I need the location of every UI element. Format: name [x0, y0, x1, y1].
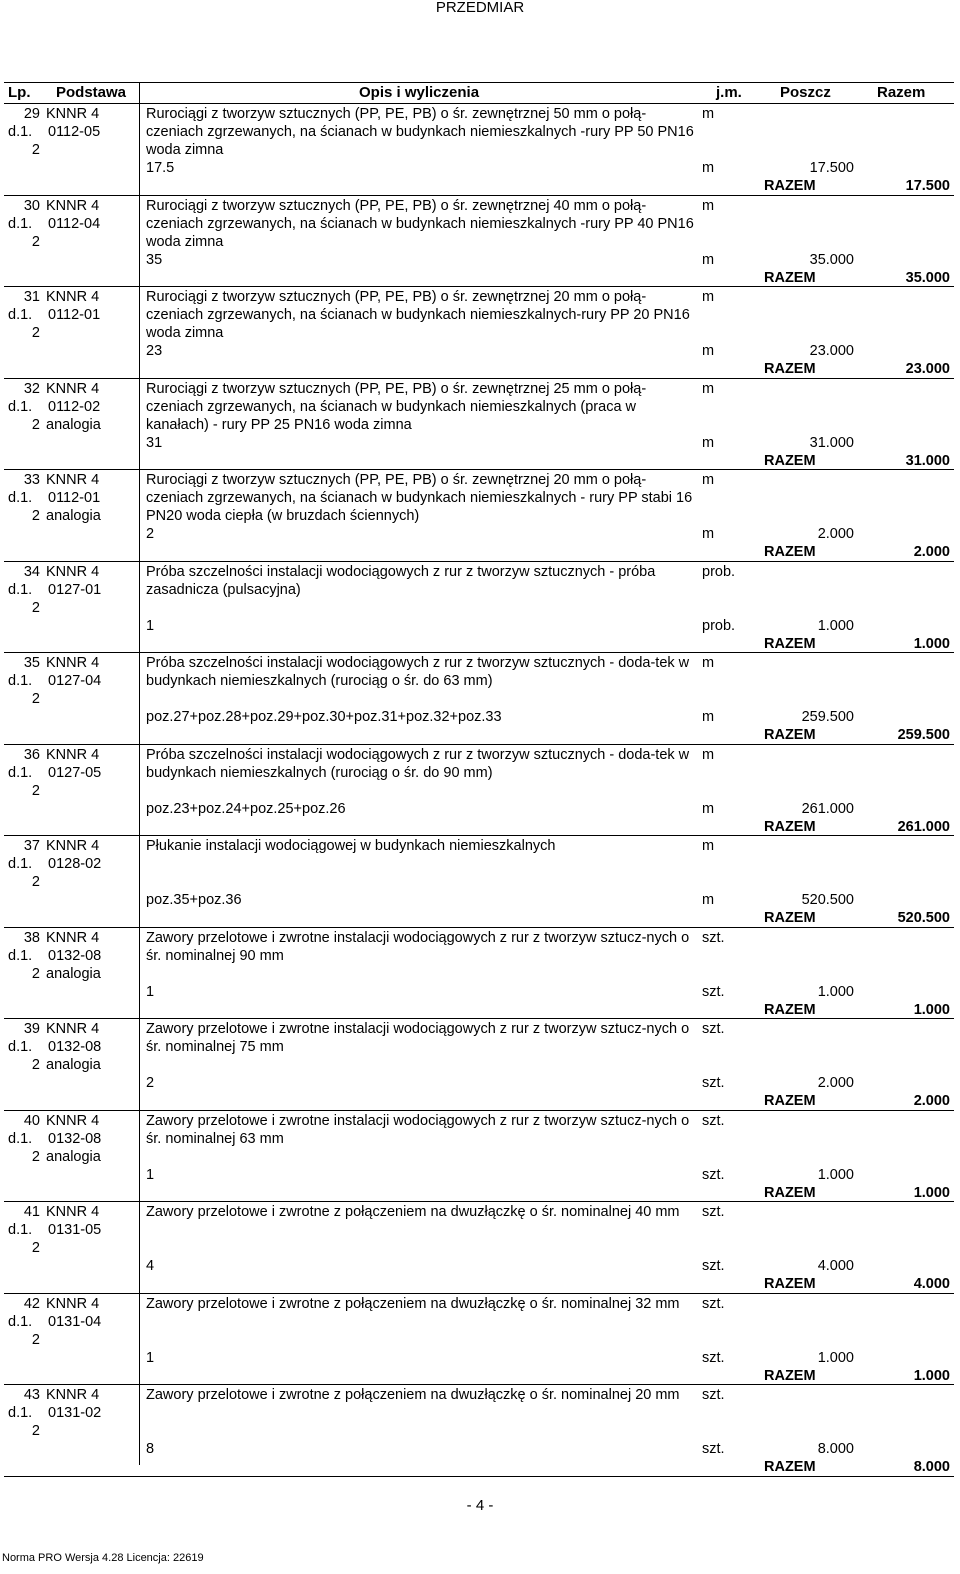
total-line: [4, 452, 954, 470]
calculation-value: 31.000: [809, 434, 854, 451]
item-unit: m: [702, 472, 715, 488]
item-number: 38: [23, 929, 40, 946]
item-unit: szt.: [702, 1295, 725, 1312]
item-unit: szt.: [702, 1021, 725, 1037]
basis-catalog: KNNR 4: [46, 563, 100, 580]
item-number-d: d.1.: [8, 307, 33, 323]
item-number-d: d.1.: [8, 490, 33, 506]
total-value: 2.000: [913, 544, 950, 560]
table-row: [4, 287, 954, 379]
item-number-2: 2: [31, 325, 40, 341]
item-unit: m: [702, 746, 715, 763]
basis-catalog: KNNR 4: [46, 1387, 100, 1403]
basis-note: analogia: [46, 965, 101, 982]
calculation-expression: 17.5: [146, 160, 175, 176]
item-description: Zawory przelotowe i zwrotne z połączeniem na dwuzłączkę o śr. nominalnej 40 mm: [146, 1204, 680, 1220]
calculation-expression: 35: [146, 251, 163, 268]
calculation-value: 17.500: [809, 160, 854, 176]
calculation-expression: poz.35+poz.36: [146, 892, 242, 908]
item-number: 30: [23, 197, 40, 214]
calculation-expression: poz.27+poz.28+poz.29+poz.30+poz.31+poz.32+poz.33: [146, 709, 502, 725]
total-value: 1.000: [913, 635, 950, 652]
item-number-d: d.1.: [8, 124, 33, 140]
item-unit: m: [702, 289, 715, 305]
total-line: [4, 726, 954, 744]
calculation-expression: 1: [146, 983, 155, 1000]
total-label: RAZEM: [764, 910, 816, 926]
total-label: RAZEM: [764, 452, 816, 469]
item-description: Płukanie instalacji wodociągowej w budynkach niemieszkalnych: [146, 838, 556, 854]
table-row: [4, 470, 954, 562]
item-unit: szt.: [702, 1204, 725, 1220]
calculation-line: [4, 434, 954, 452]
item-description: Rurociągi z tworzyw sztucznych (PP, PE, PB) o śr. zewnętrznej 25 mm o połą-czeniach zgrzewanych, na ścianach w budynkach niemieszkalnych (praca w kanałach) - rury PP 25 PN16 woda zimna: [146, 380, 647, 433]
item-number-d: d.1.: [8, 673, 33, 689]
item-description: Zawory przelotowe i zwrotne instalacji wodociągowych z rur z tworzyw sztucz-nych o śr. nominalnej 90 mm: [146, 929, 690, 964]
item-number: 37: [23, 838, 40, 854]
calculation-line: [4, 617, 954, 635]
basis-catalog: KNNR 4: [46, 929, 100, 946]
item-number-d: d.1.: [8, 1405, 33, 1421]
basis-code: 0131-02: [48, 1405, 102, 1421]
total-line: [4, 909, 954, 927]
item-description: Próba szczelności instalacji wodociągowych z rur z tworzyw sztucznych - doda-tek w budynkach niemieszkalnych (rurociąg o śr. do 90 mm): [146, 746, 690, 781]
item-number-2: 2: [31, 874, 40, 890]
calculation-line: [4, 159, 954, 177]
item-number-2: 2: [31, 1057, 40, 1073]
table-header: [4, 83, 954, 104]
calculation-line: [4, 891, 954, 909]
basis-note: analogia: [46, 508, 101, 524]
header-jm: j.m.: [716, 84, 742, 101]
total-label: RAZEM: [764, 1367, 816, 1384]
total-value: 259.500: [897, 727, 950, 743]
item-number: 35: [23, 655, 40, 671]
calculation-unit: m: [702, 343, 715, 359]
item-number-d: d.1.: [8, 398, 33, 415]
basis-note: analogia: [46, 1057, 101, 1073]
calculation-expression: 1: [146, 617, 155, 634]
item-number-d: d.1.: [8, 1222, 33, 1238]
total-label: RAZEM: [764, 818, 816, 835]
calculation-unit: m: [702, 709, 715, 725]
basis-code: 0112-04: [48, 215, 101, 232]
item-description: Zawory przelotowe i zwrotne z połączeniem na dwuzłączkę o śr. nominalnej 20 mm: [146, 1387, 680, 1403]
calculation-line: [4, 525, 954, 543]
basis-code: 0132-08: [48, 1039, 102, 1055]
calculation-unit: m: [702, 160, 715, 176]
item-number: 43: [23, 1387, 40, 1403]
calculation-value: 2.000: [817, 1075, 854, 1091]
total-line: [4, 818, 954, 836]
calculation-expression: 2: [146, 526, 155, 542]
basis-code: 0112-02: [48, 398, 101, 415]
total-line: [4, 1184, 954, 1202]
table-row: [4, 562, 954, 654]
total-label: RAZEM: [764, 544, 816, 560]
header-poszcz: Poszcz: [780, 84, 831, 101]
total-label: RAZEM: [764, 1184, 816, 1201]
total-label: RAZEM: [764, 178, 816, 194]
item-number: 39: [23, 1021, 40, 1037]
table-row: [4, 836, 954, 928]
item-number-d: d.1.: [8, 1039, 33, 1055]
basis-catalog: KNNR 4: [46, 289, 100, 305]
basis-catalog: KNNR 4: [46, 472, 100, 488]
total-value: 1.000: [913, 1367, 950, 1384]
item-description: Zawory przelotowe i zwrotne instalacji wodociągowych z rur z tworzyw sztucz-nych o śr. nominalnej 75 mm: [146, 1021, 690, 1055]
total-label: RAZEM: [764, 1459, 816, 1475]
calculation-line: [4, 1074, 954, 1092]
item-number: 29: [23, 106, 40, 122]
table-row: [4, 928, 954, 1020]
item-number-2: 2: [31, 965, 40, 982]
item-description: Próba szczelności instalacji wodociągowych z rur z tworzyw sztucznych - doda-tek w budynkach niemieszkalnych (rurociąg o śr. do 63 mm): [146, 655, 690, 689]
item-number-2: 2: [31, 233, 40, 250]
item-unit: m: [702, 106, 715, 122]
item-unit: m: [702, 838, 715, 854]
calculation-line: [4, 1166, 954, 1184]
basis-code: 0131-04: [48, 1313, 102, 1330]
item-number-d: d.1.: [8, 215, 33, 232]
calculation-unit: szt.: [702, 1166, 725, 1183]
calculation-value: 2.000: [817, 526, 854, 542]
table-row: [4, 1385, 954, 1476]
item-description: Zawory przelotowe i zwrotne z połączeniem na dwuzłączkę o śr. nominalnej 32 mm: [146, 1295, 680, 1312]
calculation-expression: 1: [146, 1349, 155, 1366]
estimate-table: [4, 82, 954, 1477]
total-line: [4, 543, 954, 561]
item-unit: m: [702, 655, 715, 671]
calculation-unit: szt.: [702, 1075, 725, 1091]
basis-catalog: KNNR 4: [46, 655, 100, 671]
calculation-line: [4, 983, 954, 1001]
basis-code: 0127-04: [48, 673, 102, 689]
calculation-expression: 4: [146, 1258, 155, 1274]
item-number: 34: [23, 563, 40, 580]
table-row: [4, 1111, 954, 1203]
item-number: 31: [23, 289, 40, 305]
total-line: [4, 635, 954, 653]
item-unit: prob.: [702, 563, 736, 580]
total-line: [4, 1275, 954, 1293]
item-number-2: 2: [31, 416, 40, 433]
calculation-value: 23.000: [809, 343, 854, 359]
item-number: 41: [23, 1204, 40, 1220]
basis-catalog: KNNR 4: [46, 1021, 100, 1037]
item-number: 36: [23, 746, 40, 763]
item-unit: szt.: [702, 1387, 725, 1403]
calculation-value: 520.500: [801, 892, 854, 908]
header-opis: Opis i wyliczenia: [359, 84, 480, 101]
calculation-value: 1.000: [817, 617, 854, 634]
basis-code: 0127-01: [48, 581, 102, 598]
basis-code: 0112-01: [48, 490, 101, 506]
calculation-line: [4, 1440, 954, 1458]
basis-note: analogia: [46, 416, 101, 433]
calculation-value: 35.000: [809, 251, 854, 268]
calculation-expression: poz.23+poz.24+poz.25+poz.26: [146, 800, 346, 817]
item-number-d: d.1.: [8, 947, 33, 964]
basis-catalog: KNNR 4: [46, 838, 100, 854]
item-description: Rurociągi z tworzyw sztucznych (PP, PE, PB) o śr. zewnętrznej 40 mm o połą-czeniach zgrzewanych, na ścianach w budynkach niemieszkalnych -rury PP 40 PN16 woda zimna: [146, 197, 694, 250]
calculation-value: 1.000: [817, 983, 854, 1000]
table-row: [4, 745, 954, 837]
item-description: Próba szczelności instalacji wodociągowych z rur z tworzyw sztucznych - próba zasadnicza (pulsacyjna): [146, 563, 656, 598]
calculation-line: [4, 342, 954, 360]
header-lp: Lp.: [8, 84, 31, 101]
header-razem: Razem: [877, 84, 926, 101]
total-value: 8.000: [913, 1459, 950, 1475]
calculation-unit: szt.: [702, 1441, 725, 1457]
table-row: [4, 104, 954, 196]
total-line: [4, 269, 954, 287]
total-line: [4, 360, 954, 378]
item-unit: szt.: [702, 1112, 725, 1129]
total-line: [4, 1001, 954, 1019]
total-line: [4, 1458, 954, 1476]
table-body: [4, 104, 954, 1476]
calculation-line: [4, 1257, 954, 1275]
basis-code: 0131-05: [48, 1222, 102, 1238]
basis-catalog: KNNR 4: [46, 1204, 100, 1220]
calculation-expression: 8: [146, 1441, 155, 1457]
calculation-unit: m: [702, 892, 715, 908]
footer-license: Norma PRO Wersja 4.28 Licencja: 22619: [2, 1552, 204, 1564]
basis-code: 0112-05: [48, 124, 101, 140]
page-title: PRZEDMIAR: [435, 0, 525, 16]
item-number-2: 2: [31, 1423, 40, 1439]
item-number-d: d.1.: [8, 1313, 33, 1330]
item-number-2: 2: [31, 691, 40, 707]
total-label: RAZEM: [764, 727, 816, 743]
basis-catalog: KNNR 4: [46, 380, 100, 397]
calculation-unit: m: [702, 800, 715, 817]
total-value: 31.000: [905, 452, 950, 469]
total-value: 17.500: [905, 178, 950, 194]
basis-catalog: KNNR 4: [46, 106, 100, 122]
item-number-2: 2: [31, 1148, 40, 1165]
item-number-2: 2: [31, 1331, 40, 1348]
item-description: Rurociągi z tworzyw sztucznych (PP, PE, PB) o śr. zewnętrznej 20 mm o połą-czeniach zgrzewanych, na ścianach w budynkach niemieszkalnych - rury PP stabi 16 PN20 woda ciepła (w bruzdach ściennych): [146, 472, 693, 524]
total-label: RAZEM: [764, 635, 816, 652]
item-number: 32: [23, 380, 40, 397]
basis-code: 0132-08: [48, 1130, 102, 1147]
total-value: 23.000: [905, 361, 950, 377]
calculation-expression: 2: [146, 1075, 155, 1091]
calculation-line: [4, 800, 954, 818]
table-row: [4, 1202, 954, 1294]
calculation-line: [4, 251, 954, 269]
total-label: RAZEM: [764, 361, 816, 377]
basis-catalog: KNNR 4: [46, 1112, 100, 1129]
calculation-line: [4, 1349, 954, 1367]
item-number-d: d.1.: [8, 581, 33, 598]
calculation-value: 8.000: [817, 1441, 854, 1457]
item-number: 42: [23, 1295, 40, 1312]
item-description: Zawory przelotowe i zwrotne instalacji wodociągowych z rur z tworzyw sztucz-nych o śr. nominalnej 63 mm: [146, 1112, 690, 1147]
basis-code: 0112-01: [48, 307, 101, 323]
calculation-value: 4.000: [817, 1258, 854, 1274]
calculation-expression: 31: [146, 434, 163, 451]
item-number-d: d.1.: [8, 764, 33, 781]
table-row: [4, 196, 954, 288]
total-label: RAZEM: [764, 1001, 816, 1018]
basis-code: 0127-05: [48, 764, 102, 781]
table-row: [4, 379, 954, 471]
table-row: [4, 1294, 954, 1386]
calculation-unit: m: [702, 434, 715, 451]
item-number: 33: [23, 472, 40, 488]
calculation-value: 259.500: [801, 709, 854, 725]
basis-catalog: KNNR 4: [46, 1295, 100, 1312]
item-description: Rurociągi z tworzyw sztucznych (PP, PE, PB) o śr. zewnętrznej 50 mm o połą-czeniach zgrzewanych, na ścianach w budynkach niemieszkalnych -rury PP 50 PN16 woda zimna: [146, 106, 694, 158]
total-value: 261.000: [897, 818, 950, 835]
item-number-2: 2: [31, 782, 40, 799]
total-value: 2.000: [913, 1093, 950, 1109]
item-number-d: d.1.: [8, 1130, 33, 1147]
item-unit: szt.: [702, 929, 725, 946]
basis-code: 0132-08: [48, 947, 102, 964]
total-value: 1.000: [913, 1184, 950, 1201]
basis-note: analogia: [46, 1148, 101, 1165]
calculation-unit: m: [702, 251, 715, 268]
item-number-2: 2: [31, 1240, 40, 1256]
table-row: [4, 1019, 954, 1111]
calculation-expression: 23: [146, 343, 163, 359]
item-unit: m: [702, 380, 715, 397]
total-label: RAZEM: [764, 1276, 816, 1292]
total-label: RAZEM: [764, 1093, 816, 1109]
basis-catalog: KNNR 4: [46, 746, 100, 763]
calculation-expression: 1: [146, 1166, 155, 1183]
total-value: 35.000: [905, 269, 950, 286]
calculation-value: 1.000: [817, 1349, 854, 1366]
calculation-line: [4, 708, 954, 726]
calculation-unit: szt.: [702, 1258, 725, 1274]
item-number-d: d.1.: [8, 856, 33, 872]
total-line: [4, 1367, 954, 1385]
item-unit: m: [702, 197, 715, 214]
basis-code: 0128-02: [48, 856, 102, 872]
total-value: 520.500: [897, 910, 950, 926]
item-number-2: 2: [31, 508, 40, 524]
item-description: Rurociągi z tworzyw sztucznych (PP, PE, PB) o śr. zewnętrznej 20 mm o połą-czeniach zgrzewanych, na ścianach w budynkach niemieszkalnych-rury PP 20 PN16 woda zimna: [146, 289, 690, 341]
total-value: 4.000: [913, 1276, 950, 1292]
item-number: 40: [23, 1112, 40, 1129]
total-value: 1.000: [913, 1001, 950, 1018]
item-number-2: 2: [31, 142, 40, 158]
basis-catalog: KNNR 4: [46, 197, 100, 214]
calculation-unit: szt.: [702, 983, 725, 1000]
calculation-value: 1.000: [817, 1166, 854, 1183]
total-line: [4, 1092, 954, 1110]
calculation-unit: m: [702, 526, 715, 542]
header-podstawa: Podstawa: [56, 84, 127, 101]
table-row: [4, 653, 954, 745]
calculation-value: 261.000: [801, 800, 854, 817]
page-number: - 4 -: [466, 1497, 494, 1514]
total-line: [4, 177, 954, 195]
total-label: RAZEM: [764, 269, 816, 286]
calculation-unit: szt.: [702, 1349, 725, 1366]
item-number-2: 2: [31, 599, 40, 616]
calculation-unit: prob.: [702, 617, 736, 634]
